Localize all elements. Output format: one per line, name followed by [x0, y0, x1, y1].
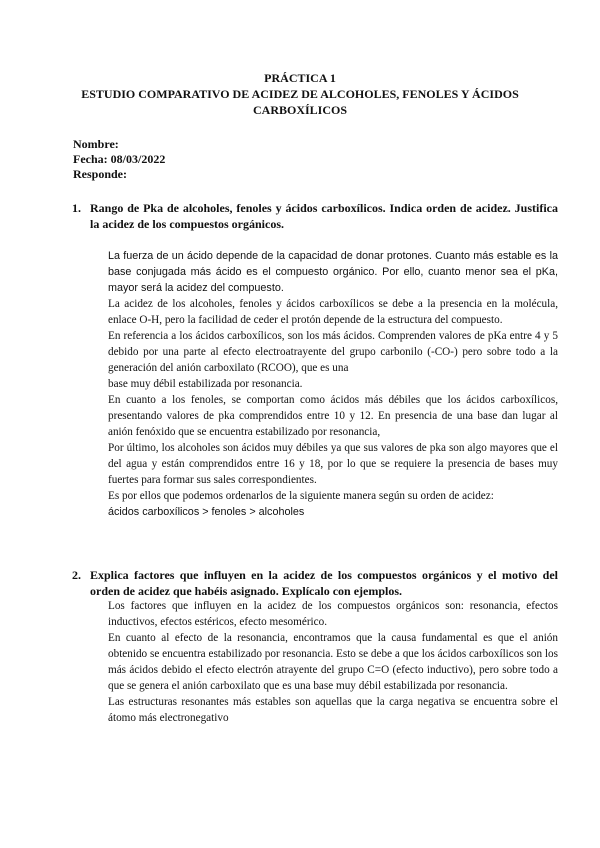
respond-label: Responde:: [73, 167, 128, 181]
document-title-line2: CARBOXÍLICOS: [252, 103, 348, 117]
answer-1-paragraph: La fuerza de un ácido depende de la capacidad de donar protones. Cuanto más estable es la base conjugada más ácido es el compuesto orgánico. Por ello, cuanto menor sea el pKa, mayor será la acidez del compuesto.: [108, 250, 558, 294]
question-2: [72, 567, 558, 599]
document-title-line1: ESTUDIO COMPARATIVO DE ACIDEZ DE ALCOHOLES, FENOLES Y ÁCIDOS: [81, 87, 519, 101]
question-1: [72, 200, 558, 232]
question-1-number: 1.: [72, 201, 81, 215]
answer-1: [108, 248, 558, 520]
student-info: [73, 137, 165, 182]
date-label: Fecha: 08/03/2022: [73, 152, 166, 166]
answer-1-paragraph: Es por ellos que podemos ordenarlos de la siguiente manera según su orden de acidez:: [108, 490, 494, 502]
answer-2-paragraph: En cuanto al efecto de la resonancia, encontramos que la causa fundamental es que el anión obtenido se encuentra estabilizado por resonancia. Esto se debe a que los ácidos carboxílicos son los más ácidos debido el efecto electrón atrayente del grupo C=O (efecto inductivo), pero sobre todo a que se genera el anión carboxilato que es una base muy débil estabilizada por resonancia.: [108, 632, 558, 692]
question-2-text: Explica factores que influyen en la acidez de los compuestos orgánicos y el motivo del orden de acidez que habéis asignado. Explícalo con ejemplos.: [90, 568, 558, 598]
acidity-order: ácidos carboxílicos > fenoles > alcoholes: [108, 506, 305, 518]
answer-1-paragraph: En referencia a los ácidos carboxílicos, son los más ácidos. Comprenden valores de pKa entre 4 y 5 debido por una parte al efecto electroatrayente del grupo carbonilo (-CO-) pero sobre todo a la generación del anión carboxilato (RCOO), que es una: [108, 330, 558, 374]
answer-2: [108, 598, 558, 726]
name-label: Nombre:: [73, 137, 119, 151]
answer-1-paragraph: En cuanto a los fenoles, se comportan como ácidos más débiles que los ácidos carboxílicos, presentando valores de pka comprendidos entre 10 y 12. En presencia de una base dan lugar al anión fenóxido que se encuentra estabilizado por resonancia,: [108, 394, 558, 438]
answer-1-paragraph: La acidez de los alcoholes, fenoles y ácidos carboxílicos se debe a la presencia en la molécula, enlace O-H, pero la facilidad de ceder el protón depende de la estructura del compuesto.: [108, 298, 558, 326]
title-block: [60, 70, 540, 118]
answer-2-paragraph: Los factores que influyen en la acidez de los compuestos orgánicos son: resonancia, efectos inductivos, efectos estéricos, efecto mesomérico.: [108, 600, 558, 628]
practice-number: PRÁCTICA 1: [264, 71, 336, 85]
question-1-text: Rango de Pka de alcoholes, fenoles y ácidos carboxílicos. Indica orden de acidez. Justifica la acidez de los compuestos orgánicos.: [90, 201, 558, 231]
question-2-number: 2.: [72, 568, 81, 582]
answer-1-paragraph: base muy débil estabilizada por resonancia.: [108, 378, 303, 390]
answer-2-paragraph: Las estructuras resonantes más estables son aquellas que la carga negativa se encuentra sobre el átomo más electronegativo: [108, 696, 558, 724]
answer-1-paragraph: Por último, los alcoholes son ácidos muy débiles ya que sus valores de pka son algo mayores que el del agua y están comprendidos entre 16 y 18, por lo que se requiere la presencia de bases muy fuertes para formar sus sales correspondientes.: [108, 442, 558, 486]
